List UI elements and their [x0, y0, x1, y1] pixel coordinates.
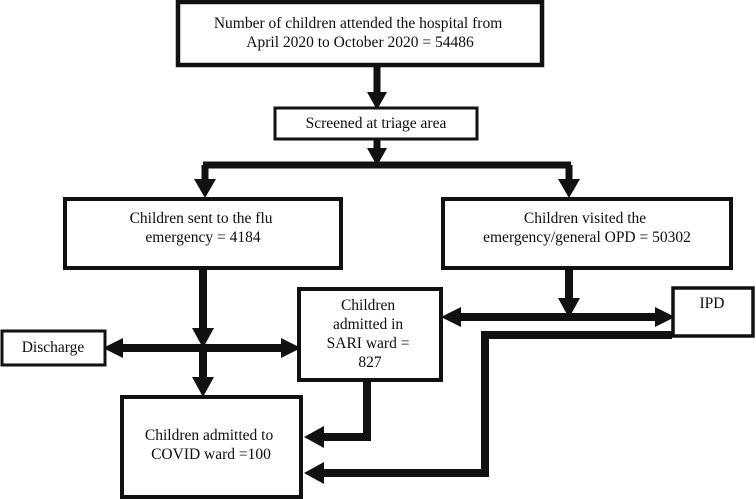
- edge-triage-branches: [194, 139, 580, 198]
- discharge-node: [2, 331, 105, 365]
- ipd-node: [673, 288, 753, 336]
- arrow-head-left: [441, 307, 461, 327]
- arrow-head-left: [304, 462, 324, 484]
- discharge-label: Discharge: [21, 338, 85, 356]
- flu-emergency-node: [65, 199, 341, 268]
- covid-ward-label: Children admitted to COVID ward =100: [144, 426, 274, 463]
- flu-emergency-label: Children sent to the flu emergency = 4184: [129, 209, 273, 246]
- total-attendance-node: [178, 2, 542, 65]
- arrow-head-down: [558, 179, 580, 198]
- total-attendance-label: Number of children attended the hospital from April 2020 to October 2020 = 54486: [213, 14, 503, 51]
- ipd-label: IPD: [699, 294, 725, 312]
- covid-ward-node: [122, 397, 301, 497]
- arrow-head-down: [192, 377, 214, 397]
- edge-total-to-triage: [367, 65, 387, 110]
- edge-opd-to-sari-ipd: [558, 268, 580, 318]
- triage-node: [275, 108, 477, 139]
- edge-sari-to-covid: [304, 380, 367, 448]
- arrow-head-down: [194, 179, 216, 198]
- triage-screening-label: Screened at triage area: [305, 114, 447, 132]
- sari-ward-node: [299, 289, 441, 380]
- general-opd-label: Children visited the emergency/general OPD = 50302: [483, 209, 691, 246]
- edge-flu-to-covid: [192, 268, 214, 397]
- sari-ward-label: Children admitted in SARI ward = 827: [326, 296, 410, 371]
- general-opd-node: [443, 199, 731, 268]
- edge-sari-ipd-bidirectional: [441, 307, 675, 327]
- arrow-head-left: [304, 426, 324, 448]
